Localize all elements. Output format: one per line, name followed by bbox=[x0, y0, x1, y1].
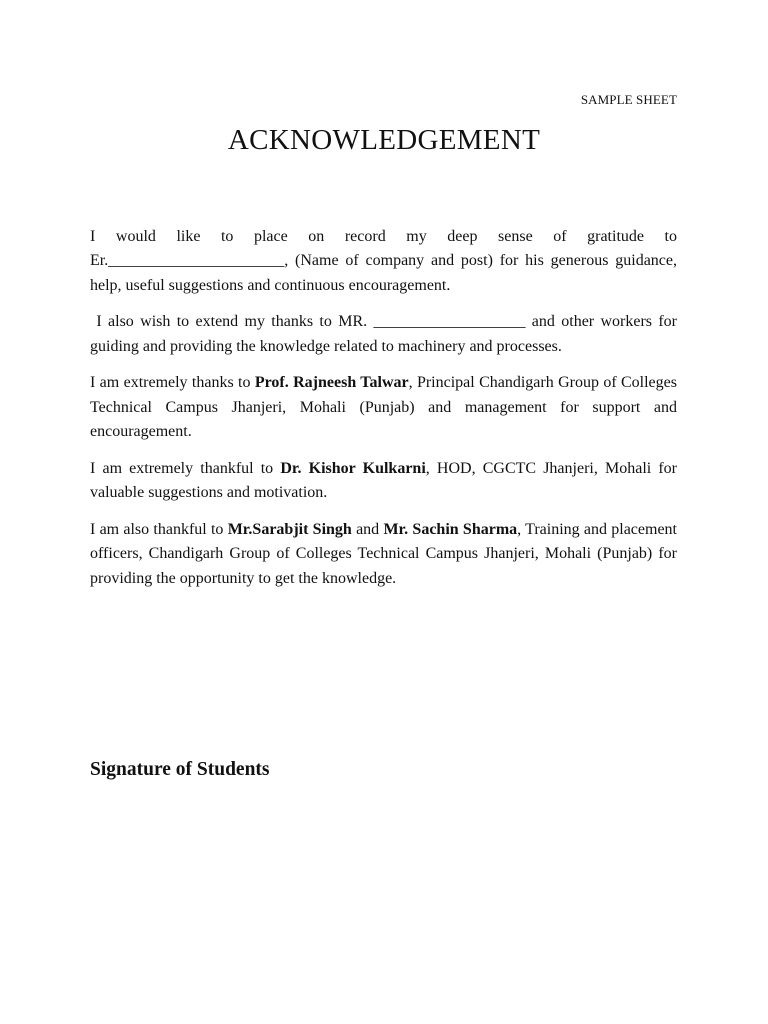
paragraph-thanks-mr-text: I also wish to extend my thanks to MR. ___________________ and other workers for guiding and providing the knowledge related to machinery and processes. bbox=[90, 313, 678, 355]
paragraph-principal bbox=[90, 371, 677, 444]
placement-officer-name-1: Mr.Sarabjit Singh bbox=[227, 520, 352, 538]
placement-officer-name-2: Mr. Sachin Sharma bbox=[383, 520, 518, 538]
paragraph-gratitude-text: I would like to place on record my deep sense of gratitude to Er.______________________, (Name of company and post) for his generous guidance, help, useful suggestions and continuous encouragement. bbox=[90, 228, 677, 294]
paragraph-hod bbox=[90, 457, 677, 506]
acknowledgement-body bbox=[90, 225, 677, 603]
signature-of-students: Signature of Students bbox=[90, 759, 270, 780]
principal-name: Prof. Rajneesh Talwar bbox=[254, 374, 409, 392]
paragraph-hod-before: I am extremely thankful to bbox=[90, 459, 281, 477]
paragraph-placement-after: , Training and placement officers, Chandigarh Group of Colleges Technical Campus Jhanjeri, Mohali (Punjab) for providing the opportunity to get the knowledge. bbox=[90, 520, 678, 587]
paragraph-placement-officers bbox=[90, 518, 677, 591]
paragraph-gratitude bbox=[90, 225, 677, 298]
paragraph-principal-before: I am extremely thanks to bbox=[90, 374, 255, 392]
page-title: ACKNOWLEDGEMENT bbox=[227, 124, 541, 156]
paragraph-principal-after: , Principal Chandigarh Group of Colleges Technical Campus Jhanjeri, Mohali (Punjab) and management for support and encouragement. bbox=[90, 374, 677, 441]
paragraph-placement-before: I am also thankful to bbox=[90, 520, 228, 538]
paragraph-thanks-mr bbox=[90, 310, 677, 359]
hod-name: Dr. Kishor Kulkarni bbox=[280, 459, 426, 477]
paragraph-placement-middle: and bbox=[351, 520, 384, 538]
sample-sheet-label: SAMPLE SHEET bbox=[580, 92, 677, 107]
paragraph-hod-after: , HOD, CGCTC Jhanjeri, Mohali for valuable suggestions and motivation. bbox=[90, 459, 678, 502]
